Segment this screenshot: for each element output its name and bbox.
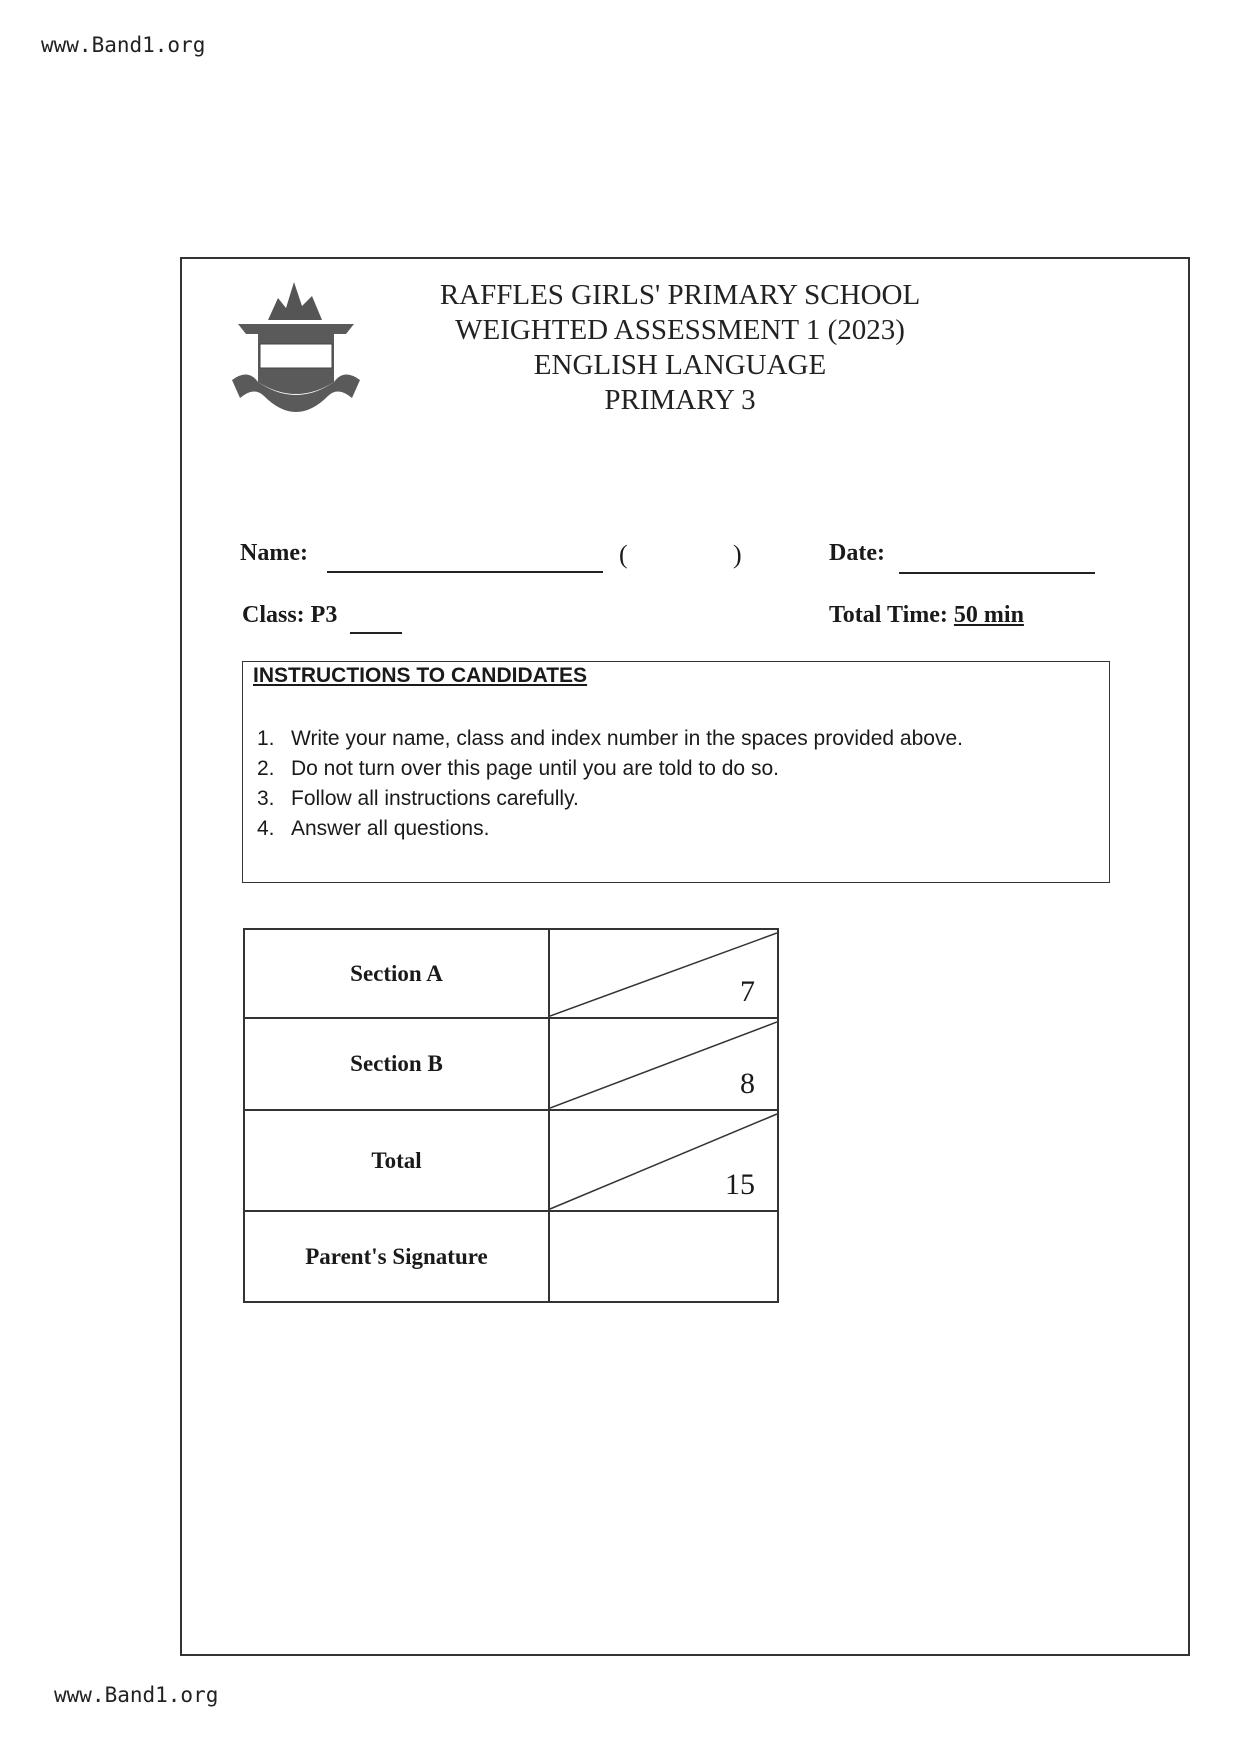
- row-label: Parent's Signature: [244, 1211, 549, 1302]
- item-number: 4.: [257, 817, 275, 840]
- item-number: 3.: [257, 787, 275, 810]
- instructions-heading: INSTRUCTIONS TO CANDIDATES: [253, 664, 588, 687]
- total-time-value: 50 min: [953, 602, 1024, 628]
- max-mark: 7: [740, 975, 755, 1008]
- item-text: Write your name, class and index number in the spaces provided above.: [291, 727, 963, 750]
- level-title: PRIMARY 3: [604, 384, 756, 416]
- marks-table: [243, 928, 779, 1303]
- index-paren-open: (: [619, 540, 628, 569]
- date-label: Date:: [829, 540, 885, 566]
- instructions-box: [242, 661, 1110, 883]
- total-time-label: Total Time:: [829, 602, 948, 628]
- instruction-item: [257, 814, 963, 844]
- item-number: 1.: [257, 727, 275, 750]
- item-text: Answer all questions.: [291, 817, 490, 840]
- assessment-title: WEIGHTED ASSESSMENT 1 (2023): [455, 314, 905, 346]
- instruction-item: [257, 754, 963, 784]
- class-input-line[interactable]: [350, 606, 402, 634]
- table-row: [244, 1018, 778, 1110]
- instructions-list: [257, 724, 963, 844]
- max-mark: 8: [740, 1067, 755, 1100]
- date-input-line[interactable]: [899, 546, 1095, 574]
- watermark-bottom: www.Band1.org: [54, 1683, 219, 1707]
- watermark-top: www.Band1.org: [41, 33, 206, 57]
- table-row: [244, 1211, 778, 1302]
- item-number: 2.: [257, 757, 275, 780]
- row-label: Section B: [244, 1018, 549, 1110]
- score-cell[interactable]: [549, 929, 778, 1018]
- index-number-input[interactable]: [635, 540, 730, 570]
- signature-cell[interactable]: [549, 1211, 778, 1302]
- row-label: Section A: [244, 929, 549, 1018]
- table-row: [244, 929, 778, 1018]
- index-paren-close: ): [733, 540, 742, 569]
- item-text: Follow all instructions carefully.: [291, 787, 579, 810]
- score-cell[interactable]: [549, 1018, 778, 1110]
- name-input-line[interactable]: [327, 545, 603, 573]
- instruction-item: [257, 784, 963, 814]
- total-time: [829, 602, 1024, 629]
- school-crest-logo: [228, 278, 364, 426]
- instruction-item: [257, 724, 963, 754]
- name-label: Name:: [240, 540, 308, 566]
- school-name: RAFFLES GIRLS' PRIMARY SCHOOL: [439, 279, 921, 311]
- row-label: Total: [244, 1110, 549, 1211]
- max-mark: 15: [725, 1168, 755, 1201]
- table-row: [244, 1110, 778, 1211]
- subject-title: ENGLISH LANGUAGE: [533, 349, 827, 381]
- class-label: Class: P3: [242, 602, 338, 628]
- item-text: Do not turn over this page until you are told to do so.: [291, 757, 779, 780]
- score-cell[interactable]: [549, 1110, 778, 1211]
- exam-header: [380, 278, 980, 418]
